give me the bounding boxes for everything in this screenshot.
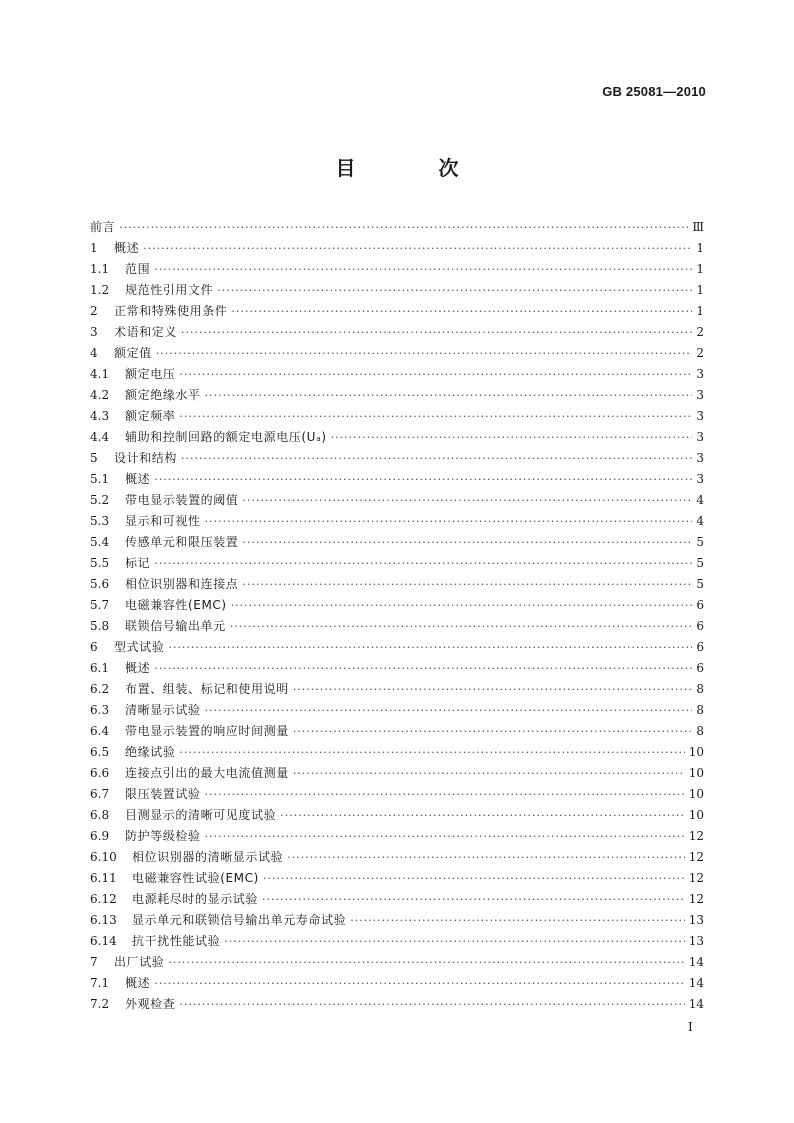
toc-entry-title: 额定绝缘水平 <box>125 388 201 402</box>
toc-entry-page: 10 <box>688 745 704 759</box>
toc-entry[interactable] <box>90 511 704 532</box>
toc-entry-title: 传感单元和限压装置 <box>125 535 239 549</box>
toc-entry-page: 3 <box>696 472 704 486</box>
toc-entry-number: 6.11 <box>90 871 117 885</box>
toc-entry[interactable] <box>90 826 704 847</box>
toc-entry-title: 规范性引用文件 <box>125 283 214 297</box>
dot-leader <box>242 532 692 553</box>
toc-entry-page: 14 <box>688 997 704 1011</box>
dot-leader <box>262 889 685 910</box>
dot-leader <box>143 238 692 259</box>
toc-entry-page: 10 <box>688 787 704 801</box>
toc-entry-page: 14 <box>688 976 704 990</box>
toc-entry-page: 3 <box>696 367 704 381</box>
toc-entry-number: 6.6 <box>90 766 110 780</box>
dot-leader <box>350 910 685 931</box>
toc-entry-page: 12 <box>688 871 704 885</box>
toc-entry-page: 10 <box>688 808 704 822</box>
toc-entry-number: 5.5 <box>90 556 110 570</box>
toc-entry[interactable] <box>90 238 704 259</box>
toc-entry-title: 显示单元和联锁信号输出单元寿命试验 <box>132 913 347 927</box>
toc-entry-page: 1 <box>696 283 704 297</box>
toc-entry[interactable] <box>90 280 704 301</box>
dot-leader <box>179 742 684 763</box>
toc-entry-title: 目测显示的清晰可见度试验 <box>125 808 277 822</box>
dot-leader <box>205 700 693 721</box>
toc-entry-page: 3 <box>696 409 704 423</box>
toc-entry[interactable] <box>90 301 704 322</box>
toc-entry-page: 3 <box>696 451 704 465</box>
dot-leader <box>293 679 693 700</box>
toc-entry-page: 14 <box>688 955 704 969</box>
toc-entry-number: 6.1 <box>90 661 110 675</box>
dot-leader <box>205 784 685 805</box>
toc-entry-number: 5.8 <box>90 619 110 633</box>
toc-entry-number: 6.8 <box>90 808 110 822</box>
toc-entry-page: 6 <box>696 619 704 633</box>
toc-entry[interactable] <box>90 427 704 448</box>
toc-entry-page: 10 <box>688 766 704 780</box>
toc-entry-title: 额定频率 <box>125 409 176 423</box>
toc-entry-number: 4.1 <box>90 367 110 381</box>
dot-leader <box>179 406 692 427</box>
toc-entry-page: 8 <box>696 703 704 717</box>
toc-entry-number: 6.3 <box>90 703 110 717</box>
toc-entry-number: 5.7 <box>90 598 110 612</box>
dot-leader <box>217 280 692 301</box>
toc-entry-title: 限压装置试验 <box>125 787 201 801</box>
toc-entry-number: 6.7 <box>90 787 110 801</box>
dot-leader <box>205 385 693 406</box>
toc-entry[interactable] <box>90 490 704 511</box>
toc-entry-number: 5.2 <box>90 493 110 507</box>
toc-entry[interactable] <box>90 406 704 427</box>
toc-entry-number: 6 <box>90 640 98 654</box>
toc-entry-number: 4.4 <box>90 430 110 444</box>
toc-entry-page: 8 <box>696 682 704 696</box>
dot-leader <box>154 973 685 994</box>
dot-leader <box>293 721 693 742</box>
dot-leader <box>181 448 692 469</box>
toc-entry-number: 6.10 <box>90 850 117 864</box>
dot-leader <box>168 952 684 973</box>
toc-entry-title: 设计和结构 <box>114 451 178 465</box>
toc-entry-title: 电磁兼容性(EMC) <box>125 598 227 612</box>
dot-leader <box>154 553 692 574</box>
toc-entry-title: 相位识别器和连接点 <box>125 577 239 591</box>
toc-entry[interactable] <box>90 721 704 742</box>
dot-leader <box>287 847 685 868</box>
toc-entry-title: 相位识别器的清晰显示试验 <box>132 850 284 864</box>
toc-entry[interactable] <box>90 742 704 763</box>
toc-entry-page: 3 <box>696 430 704 444</box>
toc-entry-number: 4.3 <box>90 409 110 423</box>
dot-leader <box>242 490 692 511</box>
standard-code: GB 25081—2010 <box>602 84 706 99</box>
dot-leader <box>181 322 692 343</box>
toc-entry-number: 4.2 <box>90 388 110 402</box>
toc-entry-number: 5.3 <box>90 514 110 528</box>
toc-entry-number: 7 <box>90 955 98 969</box>
toc-entry-title: 概述 <box>125 472 151 486</box>
toc-entry[interactable] <box>90 322 704 343</box>
toc-entry-title: 外观检查 <box>125 997 176 1011</box>
toc-entry[interactable] <box>90 616 704 637</box>
toc-entry-page: 1 <box>696 262 704 276</box>
toc-entry-page: 12 <box>688 850 704 864</box>
toc-entry[interactable] <box>90 931 704 952</box>
toc-entry-page: Ⅲ <box>692 220 704 234</box>
toc-entry-number: 6.14 <box>90 934 117 948</box>
toc-entry-number: 5.1 <box>90 472 110 486</box>
toc-entry[interactable] <box>90 574 704 595</box>
toc-entry[interactable] <box>90 847 704 868</box>
toc-entry-page: 12 <box>688 892 704 906</box>
toc-entry-page: 5 <box>696 535 704 549</box>
toc-entry-page: 2 <box>696 325 704 339</box>
dot-leader <box>156 343 693 364</box>
toc-entry-title: 显示和可视性 <box>125 514 201 528</box>
toc-entry[interactable] <box>90 553 704 574</box>
dot-leader <box>154 259 692 280</box>
toc-entry-title: 布置、组装、标记和使用说明 <box>125 682 289 696</box>
toc-entry-number: 5 <box>90 451 98 465</box>
toc-entry[interactable] <box>90 637 704 658</box>
toc-entry-page: 13 <box>688 913 704 927</box>
toc-entry-title: 前言 <box>90 220 116 234</box>
dot-leader <box>205 511 693 532</box>
toc-entry-number: 6.5 <box>90 745 110 759</box>
toc-entry-title: 出厂试验 <box>114 955 165 969</box>
toc-entry-title: 正常和特殊使用条件 <box>114 304 228 318</box>
toc-entry-number: 3 <box>90 325 98 339</box>
toc-entry-page: 5 <box>696 577 704 591</box>
toc-entry-number: 1 <box>90 241 98 255</box>
toc-entry-page: 3 <box>696 388 704 402</box>
toc-entry-number: 5.6 <box>90 577 110 591</box>
toc-entry-page: 6 <box>696 598 704 612</box>
toc-entry-title: 电源耗尽时的显示试验 <box>132 892 259 906</box>
dot-leader <box>205 826 685 847</box>
dot-leader <box>224 931 685 952</box>
toc-entry-number: 4 <box>90 346 98 360</box>
dot-leader <box>179 364 692 385</box>
toc-entry-title: 辅助和控制回路的额定电源电压(Uₐ) <box>125 430 327 444</box>
toc-entry-title: 防护等级检验 <box>125 829 201 843</box>
toc-entry-number: 1.2 <box>90 283 110 297</box>
toc-entry[interactable] <box>90 385 704 406</box>
toc-entry[interactable] <box>90 364 704 385</box>
toc-entry-title: 概述 <box>125 976 151 990</box>
toc-entry-title: 型式试验 <box>114 640 165 654</box>
toc-entry[interactable] <box>90 532 704 553</box>
toc-entry-number: 6.12 <box>90 892 117 906</box>
toc-entry-number: 7.1 <box>90 976 110 990</box>
toc-entry[interactable] <box>90 805 704 826</box>
toc-entry[interactable] <box>90 952 704 973</box>
page-number: I <box>688 1020 693 1034</box>
dot-leader <box>293 763 685 784</box>
toc-entry-title: 概述 <box>125 661 151 675</box>
toc-entry-number: 5.4 <box>90 535 110 549</box>
dot-leader <box>230 616 693 637</box>
dot-leader <box>154 658 692 679</box>
toc-entry-title: 概述 <box>114 241 140 255</box>
toc-entry-page: 8 <box>696 724 704 738</box>
toc-entry-title: 抗干扰性能试验 <box>132 934 221 948</box>
toc-entry-page: 2 <box>696 346 704 360</box>
toc-entry[interactable] <box>90 217 704 238</box>
toc-entry[interactable] <box>90 595 704 616</box>
toc-entry-title: 额定电压 <box>125 367 176 381</box>
toc-entry-title: 范围 <box>125 262 151 276</box>
toc-entry[interactable] <box>90 868 704 889</box>
toc-entry[interactable] <box>90 679 704 700</box>
toc-entry-page: 4 <box>696 493 704 507</box>
dot-leader <box>168 637 692 658</box>
dot-leader <box>242 574 692 595</box>
toc-entry[interactable] <box>90 469 704 490</box>
dot-leader <box>280 805 685 826</box>
toc-entry-title: 联锁信号输出单元 <box>125 619 226 633</box>
toc-entry[interactable] <box>90 994 704 1015</box>
dot-leader <box>119 217 688 238</box>
toc-entry-number: 7.2 <box>90 997 110 1011</box>
dot-leader <box>231 595 693 616</box>
toc-entry-title: 绝缘试验 <box>125 745 176 759</box>
toc-entry-page: 1 <box>696 304 704 318</box>
toc-entry[interactable] <box>90 700 704 721</box>
toc-entry[interactable] <box>90 763 704 784</box>
toc-entry-title: 清晰显示试验 <box>125 703 201 717</box>
dot-leader <box>231 301 692 322</box>
dot-leader <box>179 994 684 1015</box>
toc-entry-page: 12 <box>688 829 704 843</box>
toc-entry-page: 1 <box>696 241 704 255</box>
toc-entry[interactable] <box>90 343 704 364</box>
toc-entry-title: 连接点引出的最大电流值测量 <box>125 766 289 780</box>
toc-entry[interactable] <box>90 910 704 931</box>
toc-entry[interactable] <box>90 973 704 994</box>
toc-entry-page: 4 <box>696 514 704 528</box>
toc-entry-page: 5 <box>696 556 704 570</box>
toc-entry[interactable] <box>90 448 704 469</box>
toc-entry-title: 标记 <box>125 556 151 570</box>
toc-entry-title: 额定值 <box>114 346 152 360</box>
toc-entry-title: 电磁兼容性试验(EMC) <box>132 871 259 885</box>
dot-leader <box>331 427 693 448</box>
toc-entry-title: 带电显示装置的阈值 <box>125 493 239 507</box>
toc-entry[interactable] <box>90 658 704 679</box>
toc-entry-number: 6.2 <box>90 682 110 696</box>
toc-entry-number: 2 <box>90 304 98 318</box>
dot-leader <box>154 469 692 490</box>
toc-entry-title: 术语和定义 <box>114 325 178 339</box>
toc-entry-number: 6.4 <box>90 724 110 738</box>
table-of-contents <box>90 217 704 1015</box>
toc-entry-number: 1.1 <box>90 262 110 276</box>
toc-entry-number: 6.9 <box>90 829 110 843</box>
toc-entry-page: 6 <box>696 640 704 654</box>
page-title: 目 次 <box>335 156 497 180</box>
toc-entry[interactable] <box>90 259 704 280</box>
toc-entry-number: 6.13 <box>90 913 117 927</box>
toc-entry[interactable] <box>90 889 704 910</box>
toc-entry-title: 带电显示装置的响应时间测量 <box>125 724 289 738</box>
dot-leader <box>263 868 685 889</box>
toc-entry-page: 13 <box>688 934 704 948</box>
toc-entry[interactable] <box>90 784 704 805</box>
toc-entry-page: 6 <box>696 661 704 675</box>
